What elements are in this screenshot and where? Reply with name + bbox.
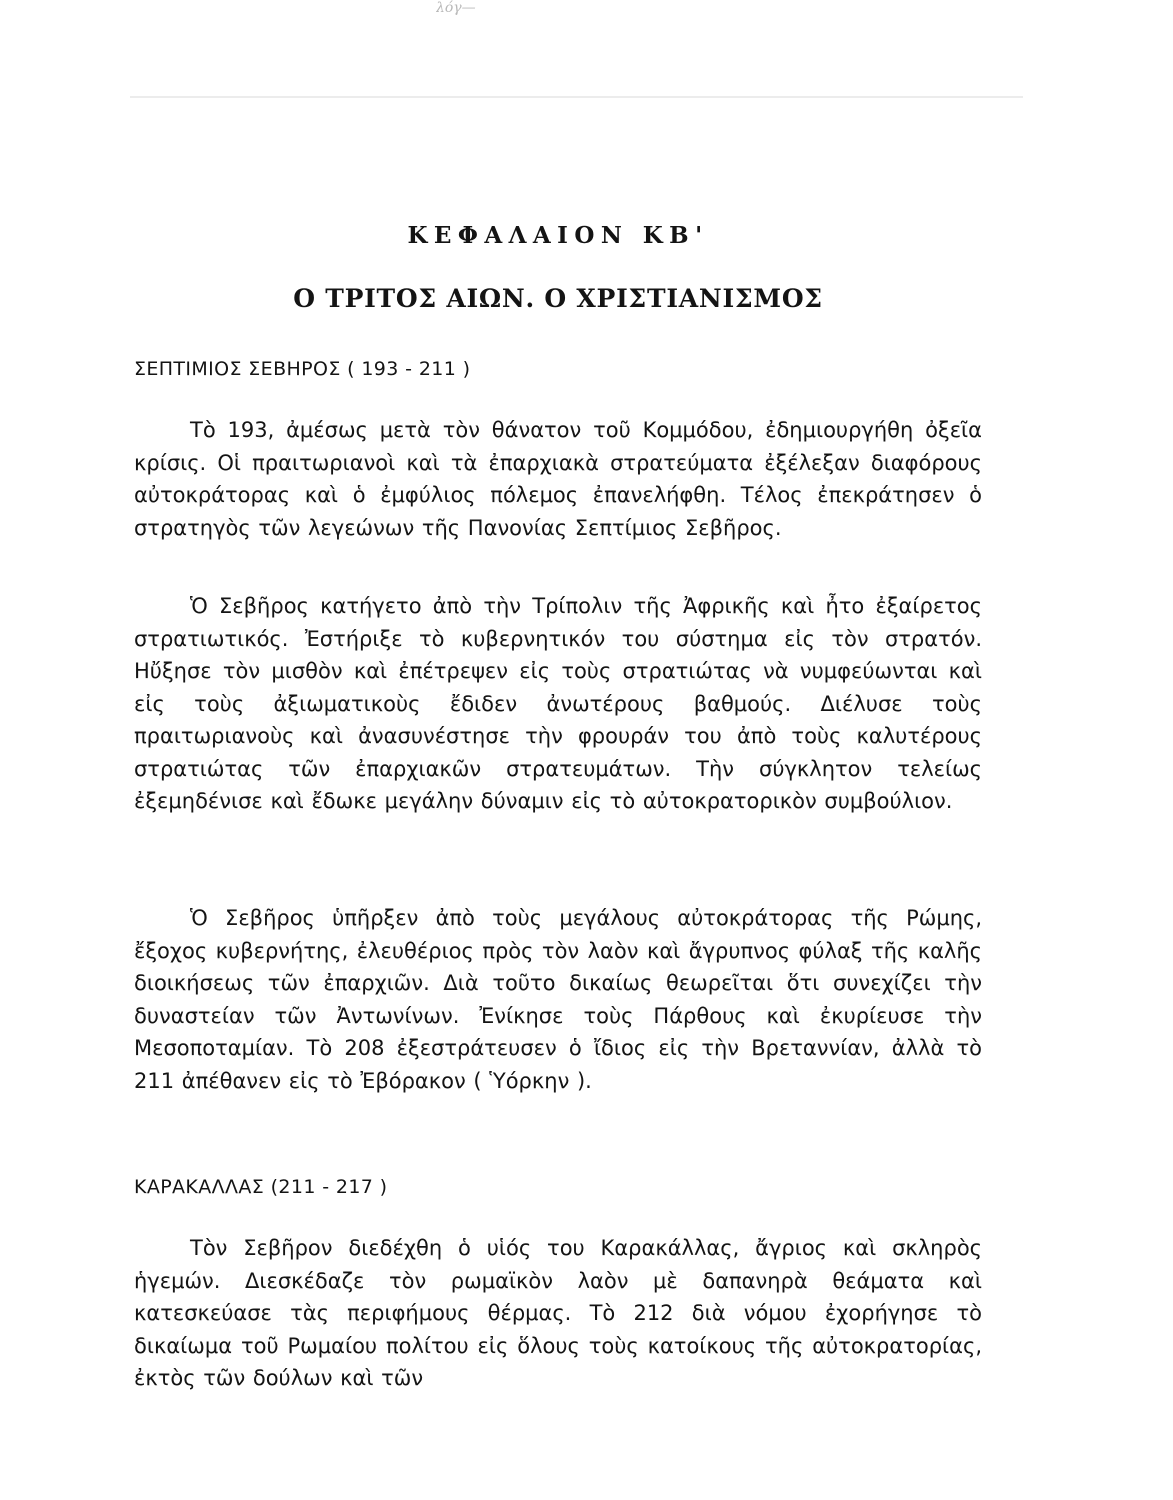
paragraph: Τὸν Σεβῆρον διεδέχθη ὁ υἱός του Καρακάλλας, ἄγριος καὶ σκληρὸς ἡγεμών. Διεσκέδαζε τὸν ρωμαϊκὸν λαὸν μὲ δαπανηρὰ θεάματα καὶ κατεσκεύασε τὰς περιφήμους θέρμας. Τὸ 212 διὰ νόμου ἐχορήγησε τὸ δικαίωμα τοῦ Ρωμαίου πολίτου εἰς ὅλους τοὺς κατοίκους τῆς αὐτοκρατορίας, ἐκτὸς τῶν δούλων καὶ τῶν bbox=[134, 1236, 982, 1390]
chapter-heading: ΚΕΦΑΛΑΙΟΝ ΚΒ' bbox=[407, 222, 709, 249]
bleed-through-line bbox=[130, 96, 1023, 98]
paragraph: Τὸ 193, ἀμέσως μετὰ τὸν θάνατον τοῦ Κομμόδου, ἐδημιουργήθη ὀξεῖα κρίσις. Οἱ πραιτωριανοὶ καὶ τὰ ἐπαρχιακὰ στρατεύματα ἐξέλεξαν διαφόρους αὐτοκράτορας καὶ ὁ ἐμφύλιος πόλεμος ἐπανελήφθη. Τέλος ἐπεκράτησεν ὁ στρατηγὸς τῶν λεγεώνων τῆς Πανονίας Σεπτίμιος Σεβῆρος. bbox=[134, 418, 982, 540]
chapter-title: Ο ΤΡΙΤΟΣ ΑΙΩΝ. Ο ΧΡΙΣΤΙΑΝΙΣΜΟΣ bbox=[293, 284, 823, 313]
section-heading: ΣΕΠΤΙΜΙΟΣ ΣΕΒΗΡΟΣ ( 193 - 211 ) bbox=[134, 358, 471, 380]
page-mark: λόγ— bbox=[436, 0, 476, 16]
section-heading: ΚΑΡΑΚΑΛΛΑΣ (211 - 217 ) bbox=[134, 1176, 388, 1198]
paragraph: Ὁ Σεβῆρος ὑπῆρξεν ἀπὸ τοὺς μεγάλους αὐτοκράτορας τῆς Ρώμης, ἔξοχος κυβερνήτης, ἐλευθέριος πρὸς τὸν λαὸν καὶ ἄγρυπνος φύλαξ τῆς καλῆς διοικήσεως τῶν ἐπαρχιῶν. Διὰ τοῦτο δικαίως θεωρεῖται ὅτι συνεχίζει τὴν δυναστείαν τῶν Ἀντωνίνων. Ἐνίκησε τοὺς Πάρθους καὶ ἐκυρίευσε τὴν Μεσοποταμίαν. Τὸ 208 ἐξεστράτευσεν ὁ ἴδιος εἰς τὴν Βρεταννίαν, ἀλλὰ τὸ 211 ἀπέθανεν εἰς τὸ Ἐβόρακον ( Ὑόρκην ). bbox=[134, 906, 982, 1093]
paragraph: Ὁ Σεβῆρος κατήγετο ἀπὸ τὴν Τρίπολιν τῆς Ἀφρικῆς καὶ ἦτο ἐξαίρετος στρατιωτικός. Ἐστήριξε τὸ κυβερνητικόν του σύστημα εἰς τὸν στρατόν. Ηὔξησε τὸν μισθὸν καὶ ἐπέτρεψεν εἰς τοὺς στρατιώτας νὰ νυμφεύωνται καὶ εἰς τοὺς ἀξιωματικοὺς ἔδιδεν ἀνωτέρους βαθμούς. Διέλυσε τοὺς πραιτωριανοὺς καὶ ἀνασυνέστησε τὴν φρουράν του ἀπὸ τοὺς καλυτέρους στρατιώτας τῶν ἐπαρχιακῶν στρατευμάτων. Τὴν σύγκλητον τελείως ἐξεμηδένισε καὶ ἔδωκε μεγάλην δύναμιν εἰς τὸ αὐτοκρατορικὸν συμβούλιον. bbox=[134, 594, 982, 813]
